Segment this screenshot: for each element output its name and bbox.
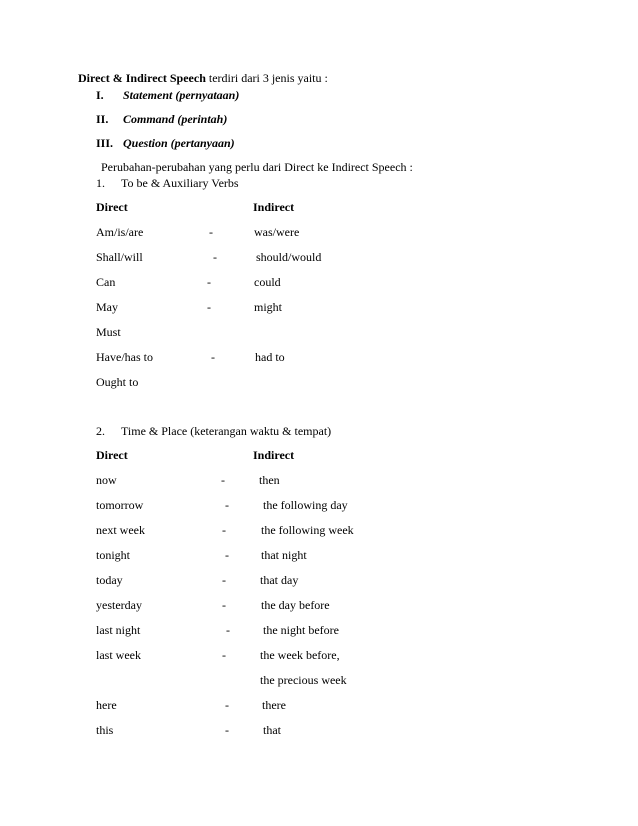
- indirect-cell: that: [263, 723, 281, 737]
- dash-cell: -: [225, 548, 229, 562]
- changes-intro: Perubahan-perubahan yang perlu dari Direct ke Indirect Speech :: [101, 160, 413, 174]
- dash-cell: -: [207, 300, 211, 314]
- section1-title-line: [96, 176, 239, 190]
- indirect-cell: was/were: [254, 225, 300, 239]
- direct-cell: May: [96, 300, 118, 314]
- direct-cell: Am/is/are: [96, 225, 144, 239]
- type-item: [96, 88, 239, 102]
- section1-title: To be & Auxiliary Verbs: [121, 176, 239, 190]
- section1-header-direct: Direct: [96, 200, 128, 214]
- direct-cell: tonight: [96, 548, 131, 562]
- direct-cell: Must: [96, 325, 121, 339]
- dash-cell: -: [222, 573, 226, 587]
- dash-cell: -: [225, 498, 229, 512]
- indirect-cell: should/would: [256, 250, 322, 264]
- indirect-cell: might: [254, 300, 283, 314]
- section1-header-indirect: Indirect: [253, 200, 295, 214]
- section2-number: 2.: [96, 424, 105, 438]
- table-row: [96, 623, 496, 637]
- dash-cell: -: [213, 250, 217, 264]
- direct-cell: Have/has to: [96, 350, 153, 364]
- dash-cell: -: [225, 723, 229, 737]
- table-row: [96, 225, 496, 239]
- table-row: [96, 548, 496, 562]
- intro-line: [78, 71, 328, 85]
- table-row: [96, 523, 496, 537]
- type-number: II.: [96, 112, 109, 126]
- section2-header-indirect: Indirect: [253, 448, 295, 462]
- dash-cell: -: [221, 473, 225, 487]
- indirect-cell: the precious week: [260, 673, 347, 687]
- indirect-cell: that day: [260, 573, 299, 587]
- direct-cell: here: [96, 698, 117, 712]
- table-row: [96, 350, 496, 364]
- dash-cell: -: [207, 275, 211, 289]
- table-row: [96, 325, 496, 339]
- section2-header-direct: Direct: [96, 448, 128, 462]
- direct-cell: Ought to: [96, 375, 139, 389]
- direct-cell: Shall/will: [96, 250, 143, 264]
- type-number: I.: [96, 88, 104, 102]
- table-row: [96, 498, 496, 512]
- indirect-cell: then: [259, 473, 280, 487]
- type-number: III.: [96, 136, 114, 150]
- section1-number: 1.: [96, 176, 105, 190]
- direct-cell: Can: [96, 275, 116, 289]
- direct-cell: today: [96, 573, 123, 587]
- section2-title-line: [96, 424, 331, 438]
- indirect-cell: the day before: [261, 598, 330, 612]
- dash-cell: -: [222, 648, 226, 662]
- section2-header: [96, 448, 496, 462]
- indirect-cell: the following day: [263, 498, 348, 512]
- type-item: [96, 112, 227, 126]
- indirect-cell: the following week: [261, 523, 354, 537]
- direct-cell: last night: [96, 623, 141, 637]
- table-row: [96, 673, 496, 687]
- intro-rest: terdiri dari 3 jenis yaitu :: [205, 71, 328, 85]
- dash-cell: -: [222, 598, 226, 612]
- dash-cell: -: [225, 698, 229, 712]
- table-row: [96, 375, 496, 389]
- type-label: Statement (pernyataan): [123, 88, 240, 102]
- table-row: [96, 473, 496, 487]
- dash-cell: -: [211, 350, 215, 364]
- dash-cell: -: [209, 225, 213, 239]
- direct-cell: last week: [96, 648, 141, 662]
- indirect-cell: that night: [261, 548, 307, 562]
- indirect-cell: there: [262, 698, 286, 712]
- section2-title: Time & Place (keterangan waktu & tempat): [121, 424, 332, 438]
- table-row: [96, 648, 496, 662]
- direct-cell: tomorrow: [96, 498, 144, 512]
- direct-cell: this: [96, 723, 114, 737]
- table-row: [96, 250, 496, 264]
- indirect-cell: the night before: [263, 623, 339, 637]
- direct-cell: next week: [96, 523, 145, 537]
- table-row: [96, 723, 496, 737]
- section1-header: [96, 200, 496, 214]
- indirect-cell: could: [254, 275, 281, 289]
- direct-cell: yesterday: [96, 598, 142, 612]
- intro-lead: Direct & Indirect Speech: [78, 71, 206, 85]
- dash-cell: -: [222, 523, 226, 537]
- table-row: [96, 275, 496, 289]
- type-label: Question (pertanyaan): [123, 136, 235, 150]
- table-row: [96, 300, 496, 314]
- type-label: Command (perintah): [123, 112, 228, 126]
- table-row: [96, 598, 496, 612]
- table-row: [96, 573, 496, 587]
- table-row: [96, 698, 496, 712]
- direct-cell: now: [96, 473, 117, 487]
- indirect-cell: had to: [255, 350, 285, 364]
- dash-cell: -: [226, 623, 230, 637]
- indirect-cell: the week before,: [260, 648, 340, 662]
- type-item: [96, 136, 235, 150]
